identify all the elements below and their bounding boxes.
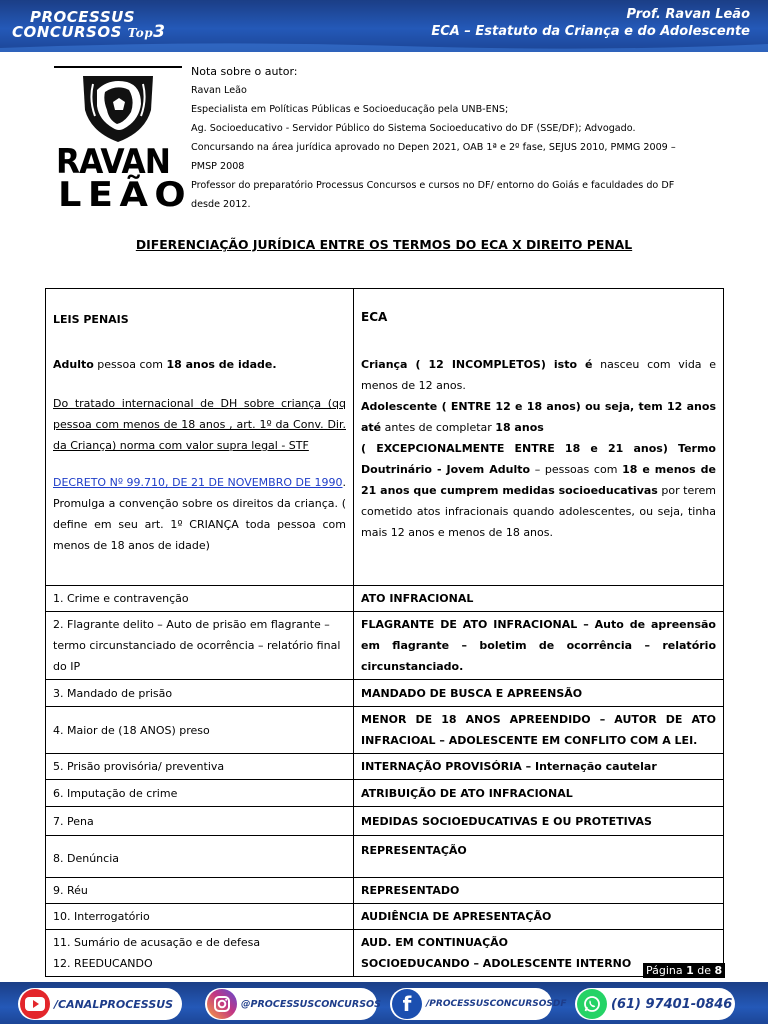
author-line: desde 2012. <box>191 199 251 210</box>
row-right: MENOR DE 18 ANOS APREENDIDO – AUTOR DE ATO INFRACIOAL – ADOLESCENTE EM CONFLITO COM A LEI. <box>354 707 724 754</box>
ravan-leao-logo <box>54 66 193 215</box>
author-line: Ag. Socioeducativo - Servidor Público do Sistema Socioeducativo do DF (SSE/DF); Advogado. <box>191 123 636 134</box>
adult-definition: Adulto pessoa com 18 anos de idade. <box>53 358 277 371</box>
facebook-link[interactable]: f /PROCESSUSCONCURSOSDF <box>390 988 552 1020</box>
header-subject: ECA – Estatuto da Criança e do Adolescente <box>431 24 750 39</box>
row-left: 5. Prisão provisória/ preventiva <box>46 754 354 780</box>
table-row <box>46 680 724 707</box>
table-row <box>46 807 724 836</box>
row-right: AUD. EM CONTINUAÇÃO SOCIOEDUCANDO – ADOLESCENTE INTERNO <box>354 930 724 977</box>
decree-link[interactable]: DECRETO Nº 99.710, DE 21 DE NOVEMBRO DE 1990 <box>53 476 343 489</box>
penal-law-heading: LEIS PENAIS <box>53 313 129 326</box>
whatsapp-icon <box>577 989 607 1019</box>
row-right: ATRIBUIÇÃO DE ATO INFRACIONAL <box>354 780 724 807</box>
logo-rule <box>54 66 182 68</box>
author-line: Professor do preparatório Processus Concursos e cursos no DF/ entorno do Goiás e faculdades do DF <box>191 180 675 191</box>
crianca-definition: Criança ( 12 INCOMPLETOS) isto é nasceu com vida e menos de 12 anos. <box>361 358 716 392</box>
eca-cell <box>354 289 724 586</box>
facebook-icon: f <box>392 989 422 1019</box>
instagram-icon <box>207 989 237 1019</box>
author-line: PMSP 2008 <box>191 161 245 172</box>
author-line: Concursando na área jurídica aprovado no Depen 2021, OAB 1ª e 2º fase, SEJUS 2010, PMMG 2009 – <box>191 142 676 153</box>
instagram-link[interactable]: @PROCESSUSCONCURSOS <box>205 988 377 1020</box>
author-note-label: Nota sobre o autor: <box>191 65 298 78</box>
logo-top: Top <box>127 26 154 40</box>
row-left: 6. Imputação de crime <box>46 780 354 807</box>
row-right: REPRESENTADO <box>354 878 724 904</box>
youtube-link[interactable]: /CANALPROCESSUS <box>18 988 182 1020</box>
treaty-text: Do tratado internacional de DH sobre criança (qq pessoa com menos de 18 anos , art. 1º da Conv. Dir. da Criança) norma com valor supra legal - STF <box>53 397 346 452</box>
table-row <box>46 289 724 586</box>
whatsapp-link[interactable]: (61) 97401-0846 <box>575 988 735 1020</box>
jovem-adulto-definition: ( EXCEPCIONALMENTE ENTRE 18 e 21 anos) Termo Doutrinário - Jovem Adulto – pessoas com 18 e menos de 21 anos que cumprem medidas socioeducativas por terem cometido atos infracionais quando adolescentes, ou seja, tinha mais 12 anos e menos de 18 anos. <box>361 442 717 539</box>
table-row <box>46 878 724 904</box>
row-left: 1. Crime e contravenção <box>46 586 354 612</box>
document-title: DIFERENCIAÇÃO JURÍDICA ENTRE OS TERMOS DO ECA X DIREITO PENAL <box>135 237 633 252</box>
author-line: Ravan Leão <box>191 85 247 96</box>
lion-shield-icon <box>79 70 157 144</box>
table-row <box>46 904 724 930</box>
row-left: 10. Interrogatório <box>46 904 354 930</box>
eca-heading: ECA <box>361 310 388 324</box>
header-band <box>0 0 768 52</box>
row-right: MEDIDAS SOCIOEDUCATIVAS E OU PROTETIVAS <box>354 807 724 836</box>
row-left: 4. Maior de (18 ANOS) preso <box>46 707 354 754</box>
author-line: Especialista em Políticas Públicas e Socioeducação pela UNB-ENS; <box>191 104 509 115</box>
logo-leao-text: LEÃO <box>58 175 193 215</box>
decree-text: DECRETO Nº 99.710, DE 21 DE NOVEMBRO DE 1990. Promulga a convenção sobre os direitos da criança. ( define em seu art. 1º CRIANÇA toda pessoa com menos de 18 anos de idade) <box>53 476 346 552</box>
row-right: INTERNAÇÃO PROVISÓRIA – Internação cautelar <box>354 754 724 780</box>
row-left: 9. Réu <box>46 878 354 904</box>
row-right: REPRESENTAÇÃO <box>354 836 724 878</box>
header-info <box>431 6 750 40</box>
comparison-table <box>45 288 724 977</box>
row-right: ATO INFRACIONAL <box>354 586 724 612</box>
author-note <box>191 62 725 214</box>
table-row <box>46 707 724 754</box>
table-row <box>46 930 724 977</box>
table-row <box>46 836 724 878</box>
header-author: Prof. Ravan Leão <box>626 7 750 22</box>
adolescente-definition: Adolescente ( ENTRE 12 e 18 anos) ou seja, tem 12 anos até antes de completar 18 anos <box>361 400 716 434</box>
row-right: FLAGRANTE DE ATO INFRACIONAL – Auto de apreensão em flagrante – boletim de ocorrência – relatório circunstanciado. <box>354 612 724 680</box>
processus-logo <box>12 10 165 41</box>
row-left: 2. Flagrante delito – Auto de prisão em flagrante – termo circunstanciado de ocorrência – relatório final do IP <box>46 612 354 680</box>
table-row <box>46 780 724 807</box>
penal-law-cell <box>46 289 354 586</box>
row-left: 3. Mandado de prisão <box>46 680 354 707</box>
table-row <box>46 586 724 612</box>
logo-ravan-text: RAVAN <box>56 142 171 182</box>
table-row <box>46 754 724 780</box>
logo-line2: CONCURSOS <box>12 23 122 41</box>
youtube-icon <box>20 989 50 1019</box>
logo-three: 3 <box>153 22 166 42</box>
row-left: 7. Pena <box>46 807 354 836</box>
row-right: AUDIÊNCIA DE APRESENTAÇÃO <box>354 904 724 930</box>
row-left: 11. Sumário de acusação e de defesa 12. REEDUCANDO <box>46 930 354 977</box>
logo-line1: PROCESSUS <box>30 8 136 26</box>
page-number: Página 1 de 8 <box>643 963 725 978</box>
row-left: 8. Denúncia <box>46 836 354 878</box>
row-right: MANDADO DE BUSCA E APREENSÃO <box>354 680 724 707</box>
table-row <box>46 612 724 680</box>
